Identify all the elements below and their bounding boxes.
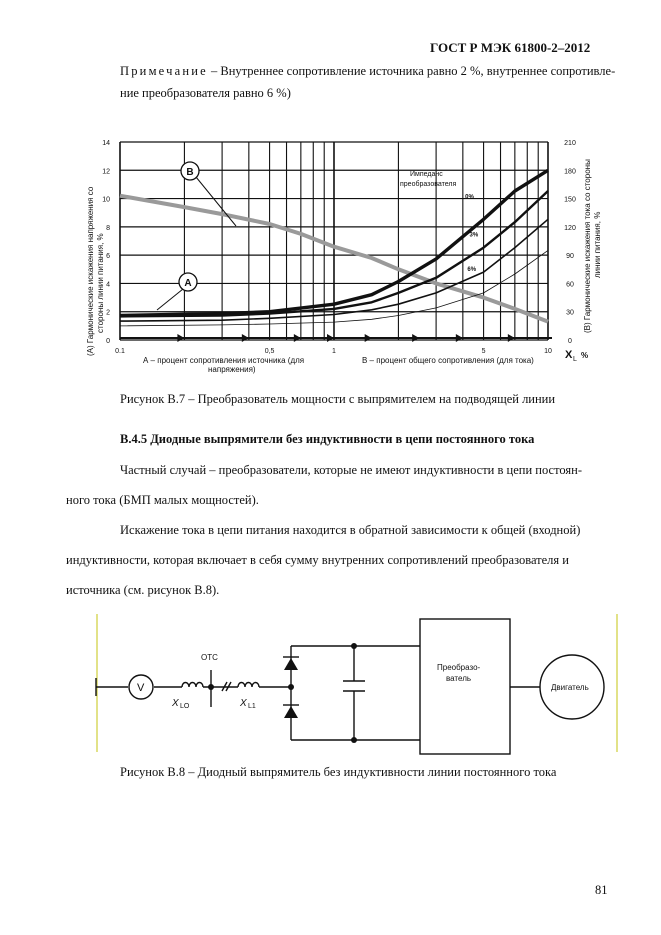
x-axis-arrow-6: [456, 334, 463, 342]
y-right-tick-1: 30: [566, 309, 574, 317]
y-left-tick-0: 0: [106, 338, 110, 345]
converter-label-2: ватель: [446, 674, 472, 683]
y-right-tick-3: 90: [566, 253, 574, 261]
chart-labels: [86, 159, 602, 374]
standard-header: ГОСТ Р МЭК 61800-2–2012: [430, 40, 591, 55]
y-left-label-2: стороны линии питания, %: [96, 233, 105, 333]
page-number: 81: [595, 883, 608, 897]
otc-label: ОТС: [201, 653, 218, 662]
x-axis-arrow-2: [294, 334, 301, 342]
x-tick-3: 5: [481, 348, 486, 355]
x-axis-arrow-3: [327, 334, 334, 342]
y-right-label-2: линии питания, %: [593, 211, 602, 278]
converter-box: [420, 619, 510, 754]
x-label-b: В – процент общего сопротивления (для тока): [362, 356, 534, 365]
x-axis-arrow-4: [365, 334, 372, 342]
x-axis-arrow-1: [242, 334, 249, 342]
marker-a-label: A: [184, 278, 192, 289]
p1-line-1: Частный случай – преобразователи, которые не имеют индуктивности в цепи постоян-: [120, 463, 582, 477]
note-label: Примечание: [120, 64, 208, 78]
p1-line-2: ного тока (БМП малых мощностей).: [66, 493, 259, 507]
y-left-tick-5: 10: [102, 196, 110, 204]
y-right-tick-4: 120: [564, 224, 576, 232]
circuit-diagram: [0, 608, 661, 758]
xl0-sub: LO: [180, 703, 190, 710]
curve-label-0: 0%: [465, 194, 474, 201]
y-right-tick-5: 150: [564, 196, 576, 204]
xl0-label: X: [172, 698, 179, 709]
diode-upper-icon: [284, 658, 298, 670]
ac-node: [288, 684, 294, 690]
y-left-tick-7: 14: [102, 140, 110, 147]
harmonics-chart: [0, 128, 661, 378]
curve-label-1: 3%: [469, 232, 479, 239]
x-axis-arrow-0: [177, 334, 184, 342]
section-title: В.4.5 Диодные выпрямители без индуктивности в цепи постоянного тока: [120, 432, 535, 446]
figure7-caption: Рисунок В.7 – Преобразователь мощности с выпрямителем на подводящей линии: [120, 392, 556, 406]
p2-line-1: Искажение тока в цепи питания находится в обратной зависимости к общей (входной): [120, 523, 581, 537]
xl1-label: X: [240, 698, 247, 709]
x-tick-2: 1: [332, 348, 336, 355]
p2-line-2: индуктивности, которая включает в себя сумму внутренних сопротивлений преобразователя и: [66, 553, 569, 567]
y-left-tick-6: 12: [102, 168, 110, 176]
x-unit-sub: L: [573, 356, 577, 363]
p2-line-3: источника (см. рисунок В.8).: [66, 583, 220, 597]
y-right-tick-6: 180: [564, 168, 576, 176]
marker-a-leader: [157, 289, 183, 310]
diode-lower-icon: [284, 706, 298, 718]
x-axis-arrow-5: [412, 334, 419, 342]
y-left-label-1: (А) Гармонические искажения напряжения со: [86, 186, 95, 356]
dc-node-bottom: [351, 737, 357, 743]
x-label-a-1: А – процент сопротивления источника (для: [143, 356, 305, 365]
marker-b-label: B: [186, 167, 194, 178]
x-unit-pct: %: [581, 351, 589, 360]
marker-b-leader: [196, 177, 236, 226]
x-tick-4: 10: [544, 348, 552, 355]
y-right-tick-7: 210: [564, 140, 576, 147]
curve-label-2: 6%: [467, 267, 477, 274]
otc-node: [208, 684, 214, 690]
impedance-label-1: Импеданс: [410, 171, 443, 178]
converter-label-1: Преобразо-: [437, 663, 481, 672]
note-text-1: – Внутреннее сопротивление источника равно 2 %, внутреннее сопротивле-: [207, 64, 616, 78]
inductor-xl1: [238, 683, 259, 688]
y-right-label-1: (В) Гармонические искажения тока со стороны: [583, 159, 592, 333]
dc-node-top: [351, 643, 357, 649]
y-left-tick-2: 4: [106, 281, 110, 289]
figure8-caption: Рисунок В.8 – Диодный выпрямитель без индуктивности линии постоянного тока: [120, 765, 557, 779]
y-right-tick-2: 60: [566, 281, 574, 289]
note-line-2: ние преобразователя равно 6 %): [120, 86, 291, 100]
xl1-sub: L1: [248, 703, 256, 710]
motor-label: Двигатель: [551, 683, 589, 692]
impedance-label-2: преобразователя: [400, 181, 457, 188]
y-left-tick-1: 2: [106, 309, 110, 317]
inductor-xl0: [182, 683, 203, 688]
source-symbol: V: [137, 682, 145, 694]
y-left-tick-4: 8: [106, 224, 110, 232]
x-unit-symbol: X: [565, 349, 573, 361]
y-right-tick-0: 0: [568, 338, 572, 345]
x-label-a-2: напряжения): [208, 365, 256, 374]
note-line-1: [120, 64, 615, 78]
y-left-tick-3: 6: [106, 253, 110, 261]
x-axis-arrow-7: [508, 334, 515, 342]
x-tick-0: 0.1: [115, 348, 125, 355]
x-tick-1: 0,5: [264, 348, 275, 355]
